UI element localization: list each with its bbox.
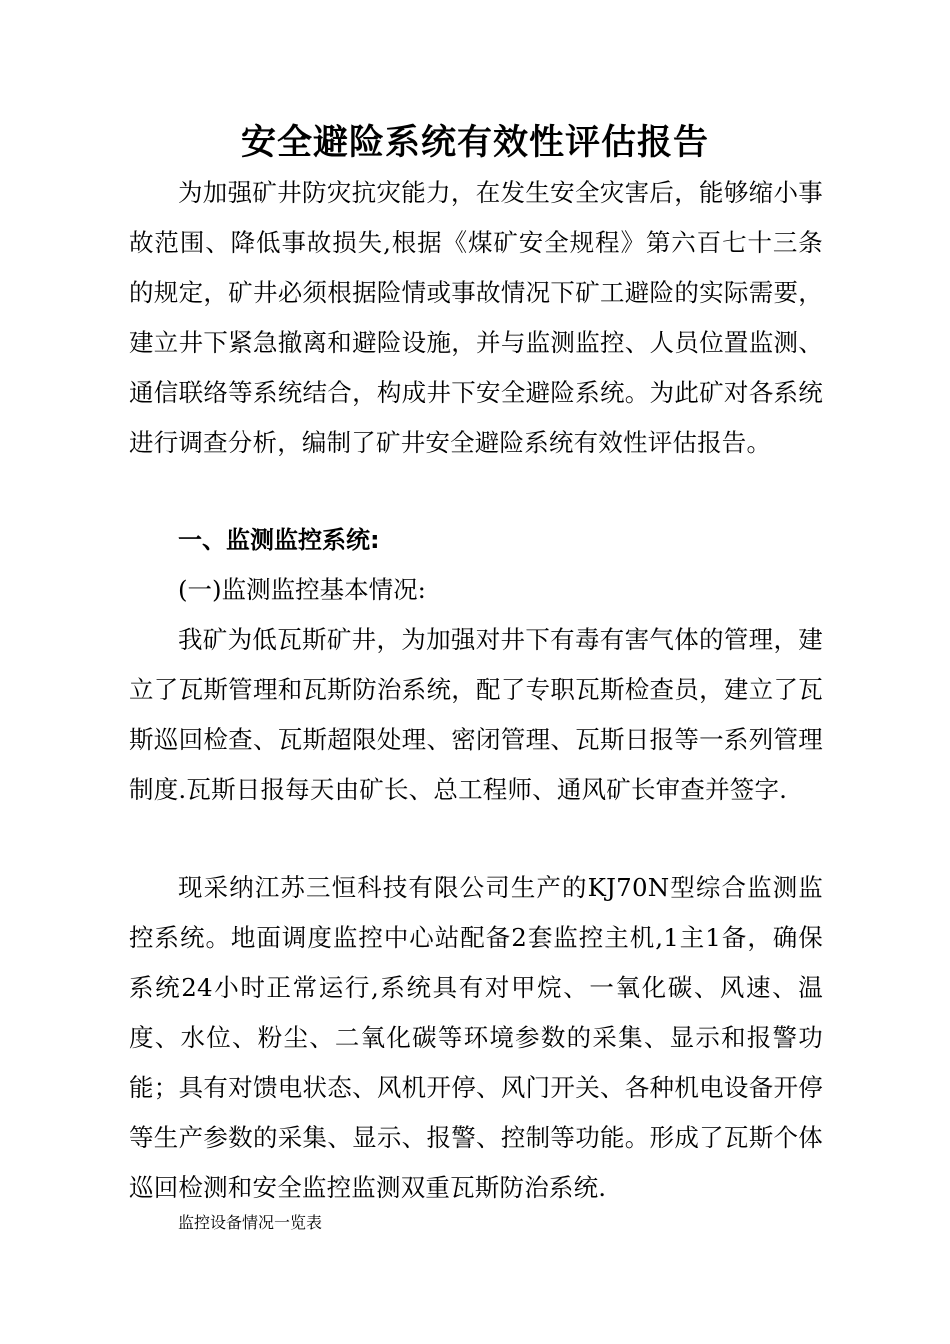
table-caption: 监控设备情况一览表 xyxy=(178,1213,323,1232)
section-heading-monitoring: 一、监测监控系统: xyxy=(178,526,380,554)
document-title: 安全避险系统有效性评估报告 xyxy=(240,123,709,163)
intro-paragraph: 为加强矿井防灾抗灾能力，在发生安全灾害后，能够缩小事故范围、降低事故损失,根据《煤矿安全规程》第六百七十三条的规定，矿井必须根据险情或事故情况下矿工避险的实际需要，建立井下紧急撤离和避险设施，并与监测监控、人员位置监测、通信联络等系统结合，构成井下安全避险系统。为此矿对各系统进行调查分析，编制了矿井安全避险系统有效性评估报告。 xyxy=(129,178,823,457)
subsection-heading-basic: (一)监测监控基本情况: xyxy=(178,575,426,604)
monitoring-system-paragraph: 现采纳江苏三恒科技有限公司生产的KJ70N型综合监测监控系统。地面调度监控中心站配备2套监控主机,1主1备，确保系统24小时正常运行,系统具有对甲烷、一氧化碳、风速、温度、水位、粉尘、二氧化碳等环境参数的采集、显示和报警功能；具有对馈电状态、风机开停、风门开关、各种机电设备开停等生产参数的采集、显示、报警、控制等功能。形成了瓦斯个体巡回检测和安全监控监测双重瓦斯防治系统. xyxy=(129,873,823,1202)
gas-management-paragraph: 我矿为低瓦斯矿井，为加强对井下有毒有害气体的管理，建立了瓦斯管理和瓦斯防治系统，配了专职瓦斯检查员，建立了瓦斯巡回检查、瓦斯超限处理、密闭管理、瓦斯日报等一系列管理制度.瓦斯日报每天由矿长、总工程师、通风矿长审查并签字. xyxy=(129,625,823,804)
